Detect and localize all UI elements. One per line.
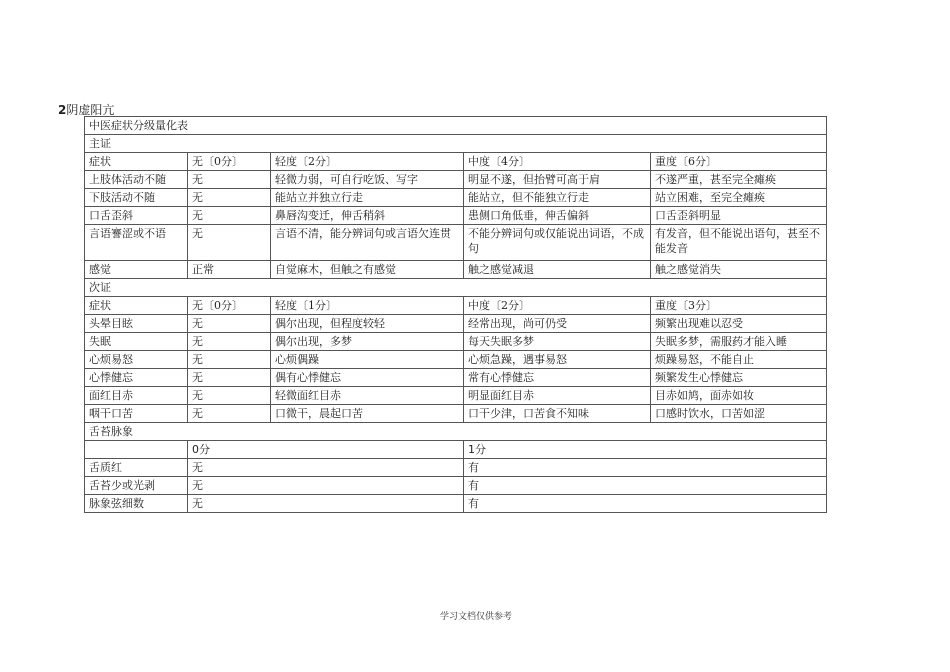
grade-cell: 口感时饮水，口苦如涩	[651, 405, 827, 423]
grade-cell: 无	[188, 477, 464, 495]
main-header-row	[85, 153, 827, 171]
grade-cell: 常有心悸健忘	[464, 369, 651, 387]
grade-cell: 无	[188, 495, 464, 513]
grade-cell: 无	[188, 315, 271, 333]
grade-cell: 站立困难，至完全瘫痪	[651, 189, 827, 207]
symptom-cell: 感觉	[85, 261, 188, 279]
table-row	[85, 369, 827, 387]
tongue-section-label: 舌苔脉象	[85, 423, 827, 441]
grade-cell: 无	[188, 405, 271, 423]
grade-cell: 轻微面红目赤	[271, 387, 464, 405]
symptom-cell: 舌质红	[85, 459, 188, 477]
grade-cell: 偶尔出现，多梦	[271, 333, 464, 351]
grade-cell: 每天失眠多梦	[464, 333, 651, 351]
header-cell	[85, 441, 188, 459]
secondary-section-label: 次证	[85, 279, 827, 297]
table-row	[85, 315, 827, 333]
grade-cell: 明显不遂，但抬臂可高于肩	[464, 171, 651, 189]
symptom-cell: 心悸健忘	[85, 369, 188, 387]
symptom-cell: 脉象弦细数	[85, 495, 188, 513]
header-cell: 重度〔3分〕	[651, 297, 827, 315]
symptom-cell: 言语謇涩或不语	[85, 225, 188, 261]
grade-cell: 言语不清，能分辨词句或言语欠连贯	[271, 225, 464, 261]
secondary-header-row	[85, 297, 827, 315]
grade-cell: 烦躁易怒，不能自止	[651, 351, 827, 369]
grade-cell: 不能分辨词句或仅能说出词语，不成句	[464, 225, 651, 261]
symptom-cell: 舌苔少或光剥	[85, 477, 188, 495]
grade-cell: 频繁发生心悸健忘	[651, 369, 827, 387]
header-cell: 无〔0分〕	[188, 297, 271, 315]
header-cell: 轻度〔1分〕	[271, 297, 464, 315]
grade-cell: 明显面红目赤	[464, 387, 651, 405]
grade-cell: 口舌歪斜明显	[651, 207, 827, 225]
grade-cell: 心烦急躁，遇事易怒	[464, 351, 651, 369]
grade-cell: 自觉麻木，但触之有感觉	[271, 261, 464, 279]
table-row	[85, 207, 827, 225]
table-title: 中医症状分级量化表	[85, 117, 827, 135]
table-row	[85, 459, 827, 477]
table-row	[85, 261, 827, 279]
header-cell: 无〔0分〕	[188, 153, 271, 171]
table-row	[85, 477, 827, 495]
grade-cell: 有	[464, 477, 827, 495]
grade-cell: 无	[188, 171, 271, 189]
grade-cell: 口微干，晨起口苦	[271, 405, 464, 423]
heading-title: 阴虚阳亢	[66, 103, 115, 117]
table-row	[85, 387, 827, 405]
symptom-grading-table	[84, 116, 827, 513]
tongue-header-row	[85, 441, 827, 459]
grade-cell: 无	[188, 369, 271, 387]
grade-cell: 鼻唇沟变迁，伸舌稍斜	[271, 207, 464, 225]
table-row	[85, 495, 827, 513]
header-cell: 症状	[85, 153, 188, 171]
symptom-cell: 面红目赤	[85, 387, 188, 405]
table-row	[85, 351, 827, 369]
header-cell: 轻度〔2分〕	[271, 153, 464, 171]
heading-number: 2	[58, 103, 67, 117]
grade-cell: 能站立并独立行走	[271, 189, 464, 207]
table-row	[85, 189, 827, 207]
table-row	[85, 333, 827, 351]
symptom-cell: 头晕目眩	[85, 315, 188, 333]
header-cell: 中度〔2分〕	[464, 297, 651, 315]
header-cell: 重度〔6分〕	[651, 153, 827, 171]
header-cell: 症状	[85, 297, 188, 315]
table-row	[85, 171, 827, 189]
grade-cell: 无	[188, 459, 464, 477]
grade-cell: 有	[464, 495, 827, 513]
header-cell: 中度〔4分〕	[464, 153, 651, 171]
table-row	[85, 405, 827, 423]
grade-cell: 正常	[188, 261, 271, 279]
grade-cell: 触之感觉减退	[464, 261, 651, 279]
grade-cell: 无	[188, 207, 271, 225]
grade-cell: 口干少津，口苦食不知味	[464, 405, 651, 423]
header-cell: 0分	[188, 441, 464, 459]
grade-cell: 经常出现，尚可仍受	[464, 315, 651, 333]
grade-cell: 触之感觉消失	[651, 261, 827, 279]
symptom-cell: 上肢体活动不随	[85, 171, 188, 189]
symptom-cell: 心烦易怒	[85, 351, 188, 369]
table-row	[85, 225, 827, 261]
grade-cell: 能站立，但不能独立行走	[464, 189, 651, 207]
grade-cell: 有发音，但不能说出语句，甚至不能发音	[651, 225, 827, 261]
grade-cell: 有	[464, 459, 827, 477]
grade-cell: 频繁出现难以忍受	[651, 315, 827, 333]
grade-cell: 心烦偶躁	[271, 351, 464, 369]
grade-cell: 无	[188, 189, 271, 207]
grade-cell: 无	[188, 351, 271, 369]
symptom-cell: 口舌歪斜	[85, 207, 188, 225]
page-footer: 学习文档仅供参考	[440, 612, 513, 622]
grade-cell: 患侧口角低垂，伸舌偏斜	[464, 207, 651, 225]
header-cell: 1分	[464, 441, 827, 459]
grade-cell: 偶有心悸健忘	[271, 369, 464, 387]
grade-cell: 无	[188, 387, 271, 405]
main-section-label: 主证	[85, 135, 827, 153]
symptom-cell: 下肢活动不随	[85, 189, 188, 207]
grade-cell: 目赤如鸠，面赤如妆	[651, 387, 827, 405]
grade-cell: 轻微力弱，可自行吃饭、写字	[271, 171, 464, 189]
grade-cell: 无	[188, 333, 271, 351]
grade-cell: 失眠多梦，需服药才能入睡	[651, 333, 827, 351]
symptom-cell: 失眠	[85, 333, 188, 351]
grade-cell: 不遂严重，甚至完全瘫痪	[651, 171, 827, 189]
grade-cell: 无	[188, 225, 271, 261]
symptom-cell: 咽干口苦	[85, 405, 188, 423]
grade-cell: 偶尔出现，但程度较轻	[271, 315, 464, 333]
